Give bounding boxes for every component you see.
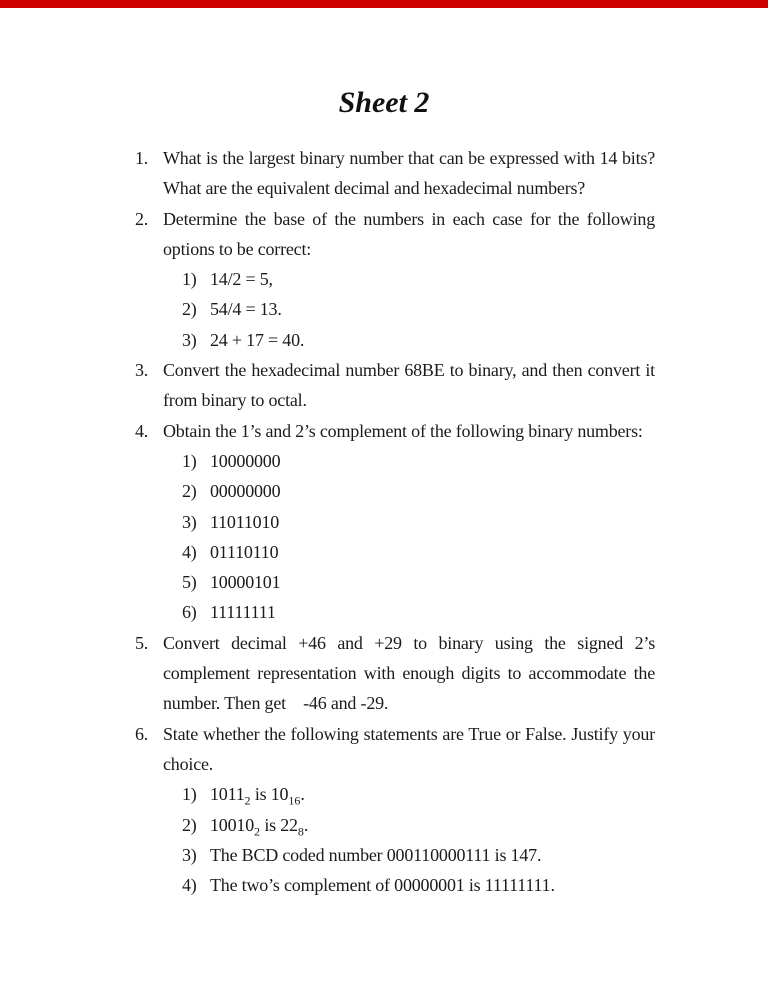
list-item-text: $10010_2$ is $22_8$. [210, 814, 309, 839]
question-5-number: 5. [135, 632, 149, 653]
question-6-line-1: State whether the following statements are True or False. Justify your [163, 723, 655, 744]
list-item-text: The BCD coded number 000110000111 is 147. [210, 844, 542, 865]
subscript-base: 2 [254, 824, 261, 839]
list-item [182, 476, 655, 506]
question-4-line-1: Obtain the 1’s and 2’s complement of the following binary numbers: [163, 420, 643, 441]
question-2-line-1: Determine the base of the numbers in each case for the following [163, 208, 655, 229]
list-item [182, 325, 655, 355]
top-accent-bar [0, 0, 768, 8]
subscript-base: 16 [288, 793, 301, 808]
list-item [182, 870, 655, 900]
list-item [182, 810, 655, 840]
list-item-text: The two’s complement of 00000001 is 11111111. [210, 875, 555, 896]
subscript-base: 2 [244, 793, 251, 808]
list-item-text: 54/4 = 13. [210, 299, 282, 320]
list-item [182, 567, 655, 597]
list-item-number: 5) [182, 572, 197, 593]
list-item [182, 537, 655, 567]
question-5-line-1: Convert decimal +46 and +29 to binary using the signed 2’s [163, 632, 655, 653]
question-1-line-2: What are the equivalent decimal and hexadecimal numbers? [163, 178, 586, 199]
list-item-number: 2) [182, 814, 197, 835]
list-item-number: 4) [182, 541, 197, 562]
subscript-base: 8 [297, 824, 304, 839]
question-3-line-1: Convert the hexadecimal number 68BE to binary, and then convert it [163, 360, 655, 381]
question-6-line-2: choice. [163, 753, 214, 774]
question-3-number: 3. [135, 360, 149, 381]
list-item [182, 264, 655, 294]
list-item-text: 10000101 [210, 572, 281, 593]
list-item-number: 3) [182, 511, 197, 532]
list-item [182, 507, 655, 537]
list-item-number: 3) [182, 329, 197, 350]
list-item-text: 10000000 [210, 450, 281, 471]
question-5-line-2: complement representation with enough digits to accommodate the [163, 663, 655, 684]
list-item-text: 24 + 17 = 40. [210, 329, 305, 350]
question-3 [135, 355, 655, 416]
list-item-number: 2) [182, 299, 197, 320]
list-item-text: 00000000 [210, 481, 281, 502]
list-item [182, 840, 655, 870]
document-body [135, 143, 655, 900]
list-item-text: 11011010 [210, 511, 280, 532]
list-item-text: 14/2 = 5, [210, 269, 273, 290]
question-4-number: 4. [135, 420, 149, 441]
list-item [182, 597, 655, 627]
question-2-line-2: options to be correct: [163, 238, 312, 259]
question-2-number: 2. [135, 208, 149, 229]
list-item-number: 2) [182, 481, 197, 502]
question-5-line-3: number. Then get -46 and -29. [163, 693, 389, 714]
list-item-number: 6) [182, 602, 197, 623]
sheet-title: Sheet 2 [338, 86, 430, 119]
list-item-number: 1) [182, 269, 197, 290]
list-item-number: 4) [182, 875, 197, 896]
question-5 [135, 628, 655, 719]
question-6-number: 6. [135, 723, 149, 744]
list-item-text: 01110110 [210, 541, 279, 562]
question-1-line-1: What is the largest binary number that can be expressed with 14 bits? [163, 148, 655, 168]
list-item [182, 779, 655, 809]
list-item-number: 1) [182, 450, 197, 471]
list-item-number: 3) [182, 844, 197, 865]
list-item-text: $1011_2$ is $10_{16}$. [210, 784, 305, 808]
list-item [182, 294, 655, 324]
question-2 [135, 204, 655, 355]
question-1-number: 1. [135, 148, 149, 168]
question-6 [135, 719, 655, 901]
list-item [182, 446, 655, 476]
question-1 [135, 143, 655, 204]
list-item-number: 1) [182, 784, 197, 805]
question-3-line-2: from binary to octal. [163, 390, 307, 411]
question-4 [135, 416, 655, 628]
list-item-text: 11111111 [210, 602, 276, 623]
